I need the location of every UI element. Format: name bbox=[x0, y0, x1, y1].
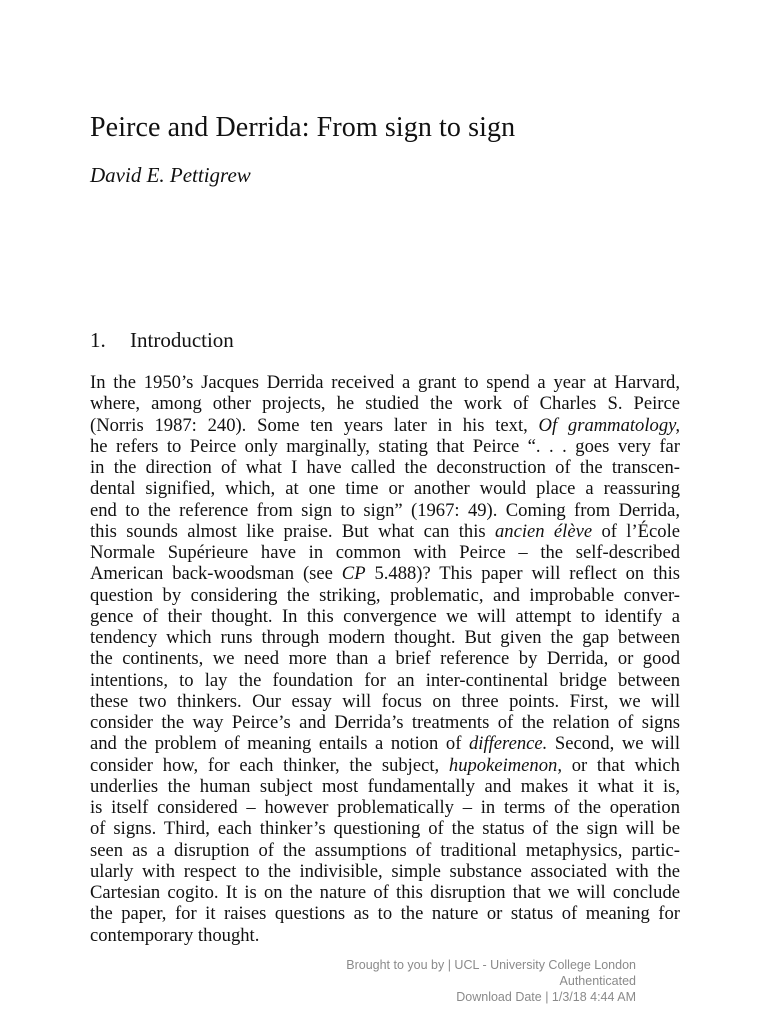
text-line bbox=[90, 457, 680, 478]
text-line bbox=[90, 776, 680, 797]
text-run: is itself considered – however problematically – in terms of the operation bbox=[90, 797, 680, 818]
text-run: 5.488)? This paper will reflect on this bbox=[365, 563, 680, 585]
text-run: he refers to Peirce only marginally, stating that Peirce “. . . goes very far bbox=[90, 435, 680, 457]
footer-download-date: Download Date | 1/3/18 4:44 AM bbox=[456, 990, 636, 1004]
text-run: the paper, for it raises questions as to the nature or status of meaning for bbox=[90, 903, 680, 925]
text-line bbox=[90, 903, 680, 924]
text-line bbox=[90, 712, 680, 733]
text-run: ularly with respect to the indivisible, simple substance associated with the bbox=[90, 860, 680, 882]
text-run: where, among other projects, he studied the work of Charles S. Peirce bbox=[90, 393, 680, 415]
text-run: Cartesian cogito. It is on the nature of this disruption that we will conclude bbox=[90, 882, 680, 903]
text-line bbox=[90, 436, 680, 457]
text-run: contemporary thought. bbox=[90, 924, 260, 946]
text-line bbox=[90, 797, 680, 818]
text-run: In the 1950’s Jacques Derrida received a grant to spend a year at Harvard, bbox=[90, 372, 680, 393]
text-run: the continents, we need more than a brief reference by Derrida, or good bbox=[90, 648, 680, 670]
italic-text: difference. bbox=[468, 733, 548, 755]
access-watermark bbox=[346, 957, 636, 1005]
text-line bbox=[90, 415, 680, 436]
text-run: gence of their thought. In this convergence we will attempt to identify a bbox=[90, 605, 680, 627]
text-run: and the problem of meaning entails a notion of bbox=[90, 733, 469, 755]
text-run: seen as a disruption of the assumptions of traditional metaphysics, partic- bbox=[90, 839, 680, 861]
text-line bbox=[90, 882, 680, 903]
text-run: American back-woodsman (see bbox=[90, 563, 342, 585]
section-title: Introduction bbox=[130, 328, 234, 352]
italic-text: CP bbox=[341, 563, 366, 585]
text-run: or that which bbox=[561, 754, 680, 776]
text-run: underlies the human subject most fundamentally and makes it what it is, bbox=[90, 775, 680, 797]
text-line bbox=[90, 478, 680, 499]
italic-text: Of grammatology, bbox=[538, 414, 680, 436]
text-line bbox=[90, 372, 680, 393]
section-number: 1. bbox=[90, 328, 106, 352]
text-run: this sounds almost like praise. But what can this bbox=[90, 520, 495, 542]
text-line bbox=[90, 861, 680, 882]
text-run: end to the reference from sign to sign” (1967: 49). Coming from Derrida, bbox=[90, 499, 680, 521]
text-run: consider how, for each thinker, the subject, bbox=[90, 754, 449, 776]
text-run: of signs. Third, each thinker’s questioning of the status of the sign will be bbox=[90, 818, 680, 840]
text-run: (Norris 1987: 240). Some ten years later in his text, bbox=[90, 414, 539, 436]
text-line bbox=[90, 840, 680, 861]
text-run: intentions, to lay the foundation for an inter-continental bridge between bbox=[90, 669, 680, 691]
text-line bbox=[90, 670, 680, 691]
text-run: these two thinkers. Our essay will focus on three points. First, we will bbox=[90, 690, 680, 712]
text-line bbox=[90, 691, 680, 712]
text-line bbox=[90, 542, 680, 563]
italic-text: ancien élève bbox=[494, 520, 593, 542]
text-line bbox=[90, 563, 680, 584]
text-run: Normale Supérieure have in common with Peirce – the self-described bbox=[90, 542, 680, 563]
text-line bbox=[90, 585, 680, 606]
text-line bbox=[90, 648, 680, 669]
author-name: David E. Pettigrew bbox=[90, 163, 251, 187]
text-line bbox=[90, 606, 680, 627]
text-run: of l’École bbox=[592, 520, 680, 542]
introduction-paragraph bbox=[90, 372, 680, 946]
text-run: Second, we will bbox=[547, 733, 680, 755]
text-run: tendency which runs through modern thought. But given the gap between bbox=[90, 627, 680, 648]
footer-auth-status: Authenticated bbox=[559, 974, 636, 988]
text-line bbox=[90, 500, 680, 521]
text-line bbox=[90, 521, 680, 542]
text-run: dental signified, which, at one time or another would place a reassuring bbox=[90, 478, 680, 500]
text-line bbox=[90, 925, 680, 946]
section-heading bbox=[90, 328, 234, 353]
text-run: question by considering the striking, problematic, and improbable conver- bbox=[90, 584, 680, 606]
italic-text: hupokeimenon, bbox=[448, 754, 562, 776]
text-run: consider the way Peirce’s and Derrida’s treatments of the relation of signs bbox=[90, 712, 680, 733]
text-run: in the direction of what I have called the deconstruction of the transcen- bbox=[90, 457, 680, 478]
text-line bbox=[90, 818, 680, 839]
text-line bbox=[90, 393, 680, 414]
text-line bbox=[90, 733, 680, 754]
article-title: Peirce and Derrida: From sign to sign bbox=[90, 112, 516, 143]
footer-provider: Brought to you by | UCL - University College London bbox=[346, 958, 636, 972]
text-line bbox=[90, 755, 680, 776]
text-line bbox=[90, 627, 680, 648]
